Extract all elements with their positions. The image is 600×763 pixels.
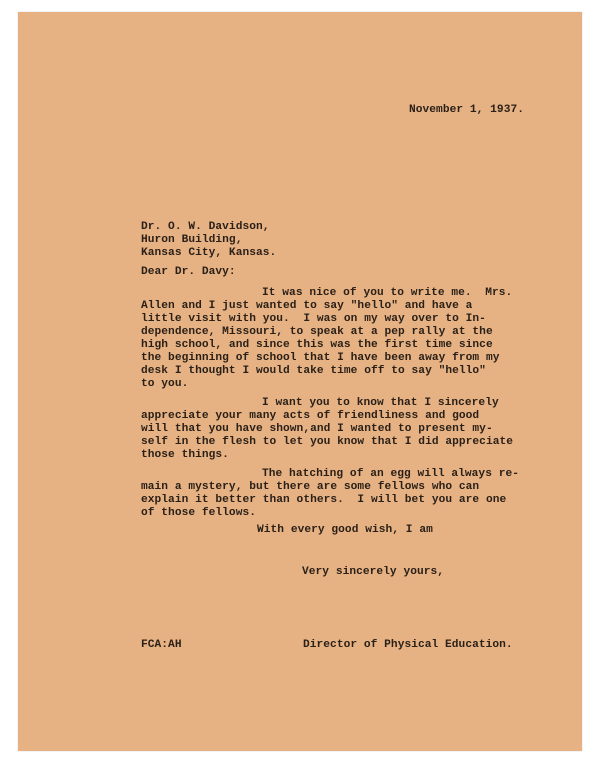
recipient-name: Dr. O. W. Davidson, — [141, 221, 270, 233]
paragraph-3-line: explain it better than others. I will bet you are one — [141, 494, 507, 506]
paragraph-3-line: main a mystery, but there are some fellows who can — [141, 481, 480, 493]
closing-wish: With every good wish, I am — [257, 524, 433, 536]
recipient-building: Huron Building, — [141, 234, 243, 246]
paragraph-1-line: little visit with you. I was on my way over to In- — [141, 313, 486, 325]
letter-date: November 1, 1937. — [409, 104, 524, 116]
paragraph-2-line: self in the flesh to let you know that I did appreciate — [141, 436, 513, 448]
paragraph-2-line: will that you have shown,and I wanted to present my- — [141, 423, 493, 435]
recipient-city: Kansas City, Kansas. — [141, 247, 277, 259]
letter-body — [18, 12, 582, 751]
salutation: Dear Dr. Davy: — [141, 266, 236, 278]
paragraph-1-line: high school, and since this was the first time since — [141, 339, 493, 351]
signature-title: Director of Physical Education. — [303, 639, 513, 651]
paragraph-3-line: of those fellows. — [141, 507, 256, 519]
typist-initials: FCA:AH — [141, 639, 182, 651]
complimentary-close: Very sincerely yours, — [302, 566, 445, 578]
paragraph-1-line: the beginning of school that I have been away from my — [141, 352, 500, 364]
paragraph-2-line: those things. — [141, 449, 229, 461]
paragraph-1-line: desk I thought I would take time off to say "hello" — [141, 365, 486, 377]
paragraph-3-line: The hatching of an egg will always re- — [262, 468, 520, 480]
paragraph-2-line: appreciate your many acts of friendliness and good — [141, 410, 480, 422]
letter-page — [18, 12, 582, 751]
paragraph-1-line: Allen and I just wanted to say "hello" and have a — [141, 300, 473, 312]
paragraph-2-line: I want you to know that I sincerely — [262, 397, 499, 409]
paragraph-1-line: It was nice of you to write me. Mrs. — [262, 287, 513, 299]
paragraph-1-line: to you. — [141, 378, 189, 390]
paragraph-1-line: dependence, Missouri, to speak at a pep rally at the — [141, 326, 493, 338]
